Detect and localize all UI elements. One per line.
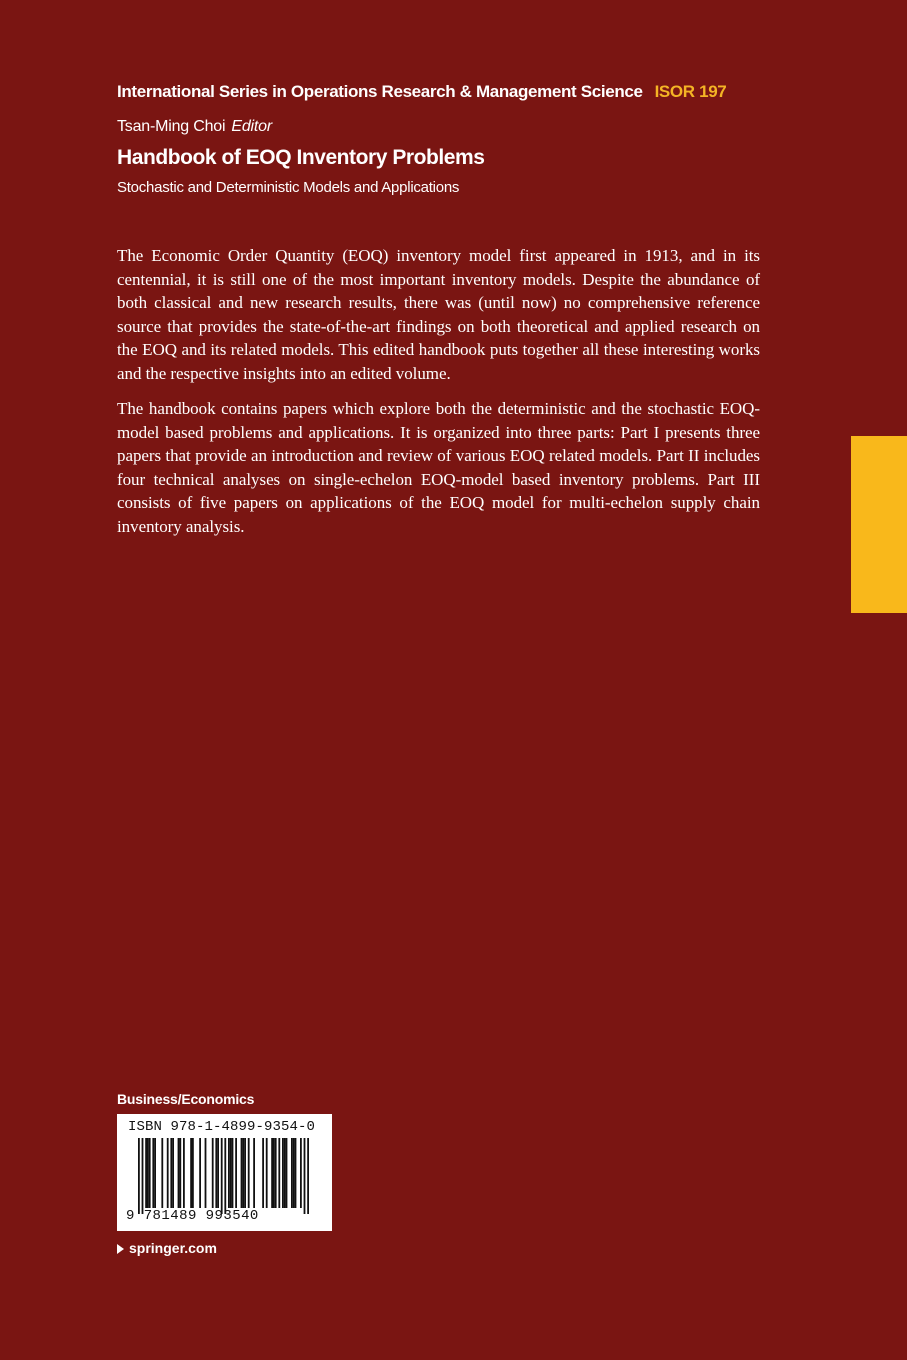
barcode-bar	[271, 1138, 273, 1208]
barcode-bar	[149, 1138, 151, 1208]
barcode-bar	[304, 1138, 306, 1214]
thumb-tab	[851, 436, 907, 613]
barcode-bar	[161, 1138, 163, 1208]
barcode-bar	[295, 1138, 297, 1208]
barcode-bar	[235, 1138, 237, 1208]
subject-category: Business/Economics	[117, 1091, 255, 1107]
barcode-bar	[205, 1138, 207, 1208]
barcode-bar	[230, 1138, 232, 1208]
barcode-bar	[278, 1138, 280, 1208]
barcode-bar	[192, 1138, 194, 1208]
isbn-barcode	[117, 1114, 332, 1231]
barcode-bar	[221, 1138, 223, 1214]
barcode-bar	[152, 1138, 154, 1208]
editor-line	[117, 116, 272, 138]
isbn-label: ISBN 978-1-4899-9354-0	[128, 1119, 316, 1135]
barcode-bar	[232, 1138, 234, 1208]
barcode-bar	[293, 1138, 295, 1208]
barcode-bar	[275, 1138, 277, 1208]
barcode-bar	[215, 1138, 217, 1208]
barcode-bar	[199, 1138, 201, 1208]
barcode-bar	[248, 1138, 250, 1208]
barcode-bar	[224, 1138, 226, 1214]
description-paragraph-1: The Economic Order Quantity (EOQ) inventory model first appeared in 1913, and in its centennial, it is still one of the most important inventory models. Despite the abundance of both classical and new research results, there was (until now) no comprehensive reference source that provides the state-of-the-art findings on both theoretical and applied research on the EOQ and its related models. This edited handbook puts together all these interesting works and the respective insights into an edited volume.	[117, 246, 760, 383]
barcode-bar	[282, 1138, 284, 1208]
book-subtitle: Stochastic and Deterministic Models and Applications	[117, 179, 460, 196]
barcode-bar	[284, 1138, 286, 1208]
book-title: Handbook of EOQ Inventory Problems	[117, 146, 485, 169]
series-name: International Series in Operations Research & Management Science	[117, 82, 643, 101]
barcode-bar	[266, 1138, 268, 1208]
barcode-bar	[190, 1138, 192, 1208]
ean-digits: 9 781489 993540	[126, 1208, 259, 1224]
barcode-bar	[253, 1138, 255, 1208]
editor-role: Editor	[231, 118, 272, 135]
barcode-bar	[244, 1138, 246, 1208]
barcode-bar	[138, 1138, 140, 1214]
barcode-bar	[242, 1138, 244, 1208]
series-code: ISOR 197	[654, 82, 727, 101]
barcode-bar	[228, 1138, 230, 1208]
barcode-bar	[172, 1138, 174, 1208]
barcode-bar	[286, 1138, 288, 1208]
barcode-bar	[300, 1138, 302, 1208]
barcode-bar	[178, 1138, 180, 1208]
editor-name: Tsan-Ming Choi	[117, 118, 226, 135]
barcode-bar	[142, 1138, 144, 1214]
barcode-bar	[262, 1138, 264, 1208]
barcode-bar	[167, 1138, 169, 1208]
barcode-bar	[147, 1138, 149, 1208]
barcode-bar	[212, 1138, 214, 1208]
series-heading	[117, 80, 837, 104]
barcode-bar	[217, 1138, 219, 1208]
barcode-bar	[145, 1138, 147, 1208]
description-paragraph-2: The handbook contains papers which explore both the deterministic and the stochastic EOQ-model based problems and applications. It is organized into three parts: Part I presents three papers that provide an introduction and review of various EOQ related models. Part II includes four technical analyses on single-echelon EOQ-model based inventory problems. Part III consists of five papers on applications of the EOQ model for multi-echelon supply chain inventory analysis.	[117, 399, 760, 536]
arrow-right-icon	[117, 1244, 124, 1254]
barcode-bar	[179, 1138, 181, 1208]
publisher-link[interactable]	[117, 1237, 217, 1259]
barcode-bar	[291, 1138, 293, 1208]
barcode-bar	[183, 1138, 185, 1208]
barcode-bar	[241, 1138, 243, 1208]
barcode-bar	[170, 1138, 172, 1208]
publisher-link-label: springer.com	[129, 1240, 217, 1256]
barcode-bar	[273, 1138, 275, 1208]
barcode-bar	[154, 1138, 156, 1208]
book-description	[117, 244, 760, 550]
barcode-bar	[307, 1138, 309, 1214]
